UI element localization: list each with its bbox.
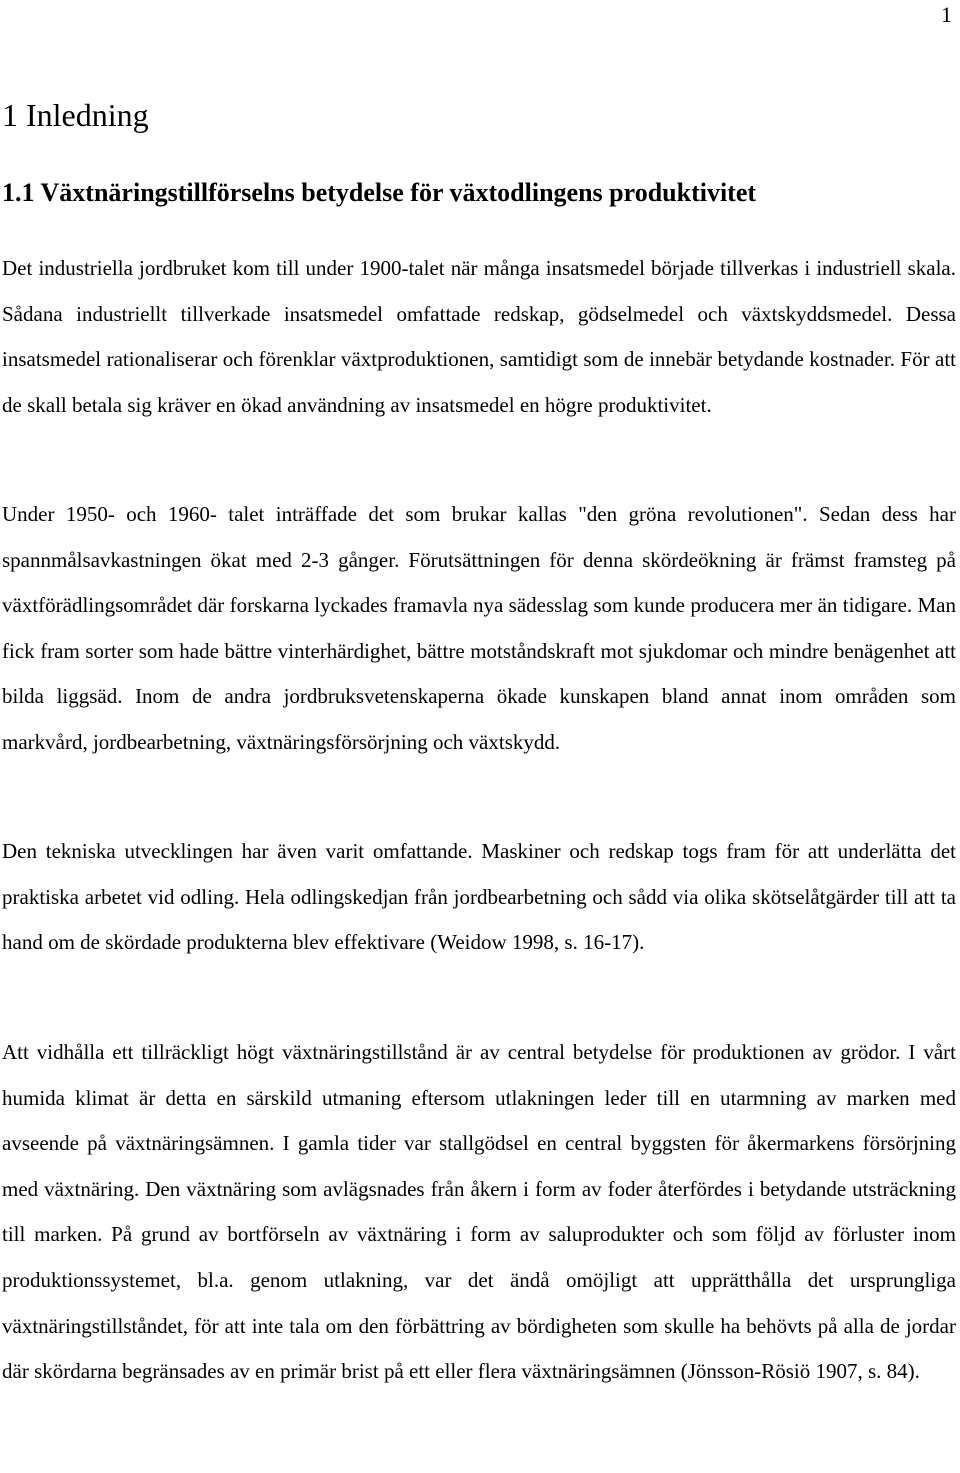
paragraph-green-revolution: Under 1950- och 1960- talet inträffade det som brukar kallas "den gröna revolutionen". Sedan dess har spannmålsavkastningen ökat med 2-3 gånger. Förutsättningen för denna skördeökning är främst framsteg på växtförädlingsområdet där forskarna lyckades framavla nya sädesslag som kunde producera mer än tidigare. Man fick fram sorter som hade bättre vinterhärdighet, bättre motståndskraft mot sjukdomar och mindre benägenhet att bilda liggsäd. Inom de andra jordbruksvetenskaperna ökade kunskapen bland annat inom områden som markvård, jordbearbetning, växtnäringsförsörjning och växtskydd.: [2, 502, 956, 754]
paragraph-nutrient-status: Att vidhålla ett tillräckligt högt växtnäringstillstånd är av central betydelse för produktionen av grödor. I vårt humida klimat är detta en särskild utmaning eftersom utlakningen leder till en utarmning av marken med avseende på växtnäringsämnen. I gamla tider var stallgödsel en central byggsten för åkermarkens försörjning med växtnäring. Den växtnäring som avlägsnades från åkern i form av foder återfördes i betydande utsträckning till marken. På grund av bortförseln av växtnäring i form av saluprodukter och som följd av förluster inom produktionssystemet, bl.a. genom utlakning, var det ändå omöjligt att upprätthålla det ursprungliga växtnäringstillståndet, för att inte tala om den förbättring av bördigheten som skulle ha behövts på alla de jordar där skördarna begränsades av en primär brist på ett eller flera växtnäringsämnen (Jönsson-Rösiö 1907, s. 84).: [2, 1040, 956, 1384]
page-number: 1: [941, 2, 952, 27]
paragraph-industrial-agriculture: Det industriella jordbruket kom till under 1900-talet när många insatsmedel började tillverkas i industriell skala. Sådana industriellt tillverkade insatsmedel omfattade redskap, gödselmedel och växtskyddsmedel. Dessa insatsmedel rationaliserar och förenklar växtproduktionen, samtidigt som de innebär betydande kostnader. För att de skall betala sig kräver en ökad användning av insatsmedel en högre produktivitet.: [2, 256, 956, 417]
paragraph-technical-development: Den tekniska utvecklingen har även varit omfattande. Maskiner och redskap togs fram för att underlätta det praktiska arbetet vid odling. Hela odlingskedjan från jordbearbetning och sådd via olika skötselåtgärder till att ta hand om de skördade produkterna blev effektivare (Weidow 1998, s. 16-17).: [2, 839, 956, 955]
chapter-heading: 1 Inledning: [2, 97, 149, 133]
section-heading: 1.1 Växtnäringstillförselns betydelse för växtodlingens produktivitet: [2, 178, 757, 207]
